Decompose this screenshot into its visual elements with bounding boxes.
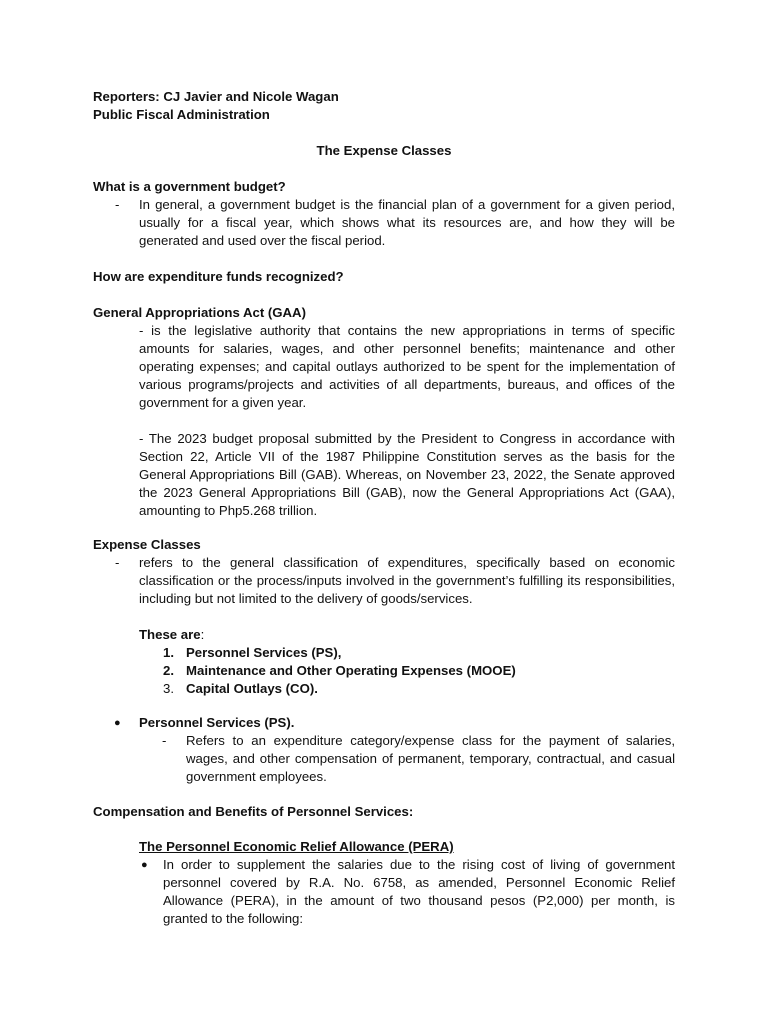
expense-classes-heading: Expense Classes	[93, 537, 201, 552]
reporters-line: Reporters: CJ Javier and Nicole Wagan	[93, 89, 339, 104]
gaa-paragraph-2: - The 2023 budget proposal submitted by the President to Congress in accordance with Section 22, Article VII of the 1987 Philippine Constitution serves as the basis for the General Appropriations Bill (GAB). Whereas, on November 23, 2022, the Senate approved the 2023 General Appropriations Bill (GAB), now the General Appropriations Act (GAA), amounting to Php5.268 trillion.	[139, 431, 675, 518]
pera-heading: The Personnel Economic Relief Allowance (PERA)	[139, 839, 454, 854]
gaa-paragraph-1: - is the legislative authority that contains the new appropriations in terms of specific amounts for salaries, wages, and other personnel benefits; maintenance and other operating expenses; and capital outlays authorized to be spent for the implementation of various programs/projects and activities of all departments, bureaus, and offices of the government for a given year.	[139, 323, 675, 410]
government-budget-answer: In general, a government budget is the financial plan of a government for a given period, usually for a fiscal year, which shows what its resources are, and how they will be generated and used over the fiscal period.	[139, 197, 675, 248]
list-number: 3.	[163, 681, 174, 696]
list-number: 2.	[163, 663, 174, 678]
list-dash: -	[162, 733, 167, 748]
expense-classes-definition: refers to the general classification of expenditures, specifically based on economic classification or the process/inputs involved in the government’s fulfilling its responsibilities, including but not limited to the delivery of goods/services.	[139, 555, 675, 606]
these-are-text: These are	[139, 627, 201, 642]
list-item: Capital Outlays (CO).	[186, 681, 318, 696]
list-dash: -	[115, 555, 120, 570]
question-expenditure-funds: How are expenditure funds recognized?	[93, 269, 344, 284]
question-government-budget: What is a government budget?	[93, 179, 286, 194]
personnel-services-heading: Personnel Services (PS).	[139, 715, 295, 730]
compensation-heading: Compensation and Benefits of Personnel Services:	[93, 804, 414, 819]
bullet-icon: ●	[114, 717, 121, 729]
list-item: Maintenance and Other Operating Expenses (MOOE)	[186, 663, 516, 678]
these-are-label	[139, 626, 675, 644]
personnel-services-definition: Refers to an expenditure category/expense class for the payment of salaries, wages, and other compensation of permanent, temporary, contractual, and casual government employees.	[186, 733, 675, 784]
gaa-heading: General Appropriations Act (GAA)	[93, 305, 306, 320]
list-dash: -	[115, 197, 120, 212]
these-are-colon: :	[200, 627, 205, 642]
list-number: 1.	[163, 645, 174, 660]
bullet-icon: ●	[141, 859, 148, 871]
list-item: Personnel Services (PS),	[186, 645, 342, 660]
course-line: Public Fiscal Administration	[93, 107, 270, 122]
document-title: The Expense Classes	[316, 143, 452, 158]
pera-text: In order to supplement the salaries due to the rising cost of living of government personnel covered by R.A. No. 6758, as amended, Personnel Economic Relief Allowance (PERA), in the amount of two thousand pesos (P2,000) per month, is granted to the following:	[163, 857, 675, 926]
